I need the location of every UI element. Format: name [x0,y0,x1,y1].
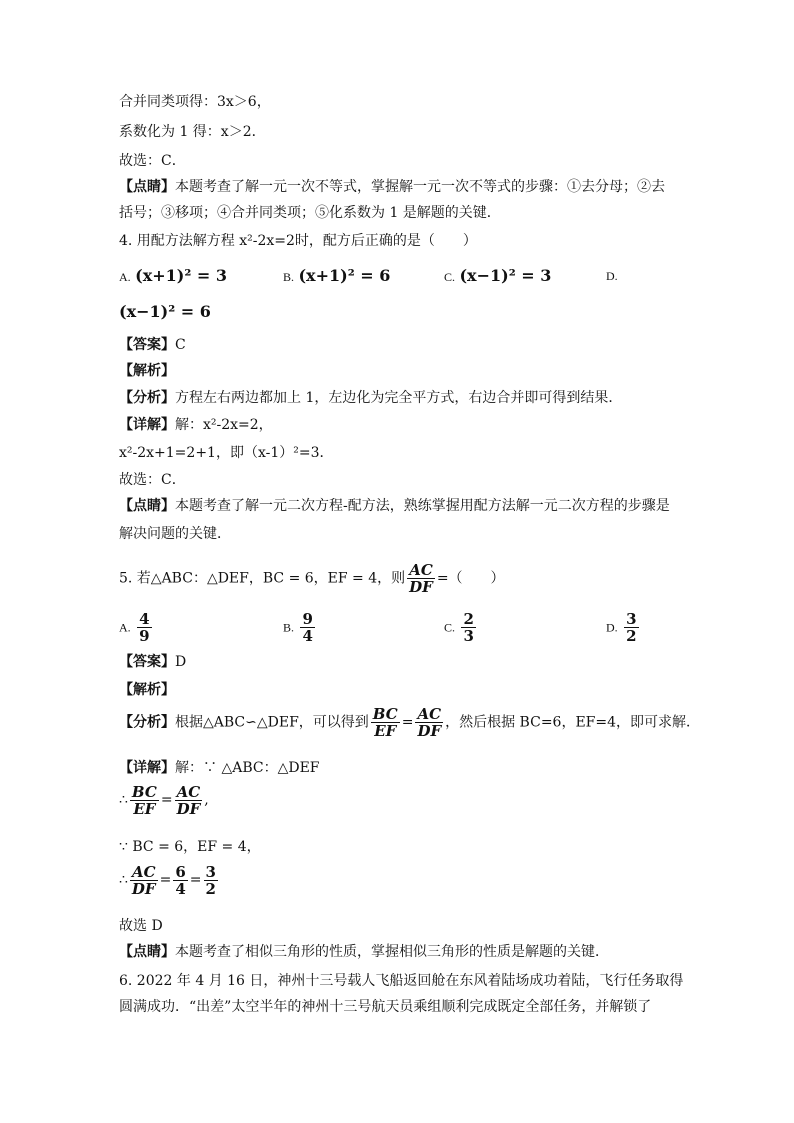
therefore-symbol: ∴ [119,872,128,888]
option-key: D. [606,269,618,283]
q4-option-b [283,266,390,287]
q5-stem-end: =（ ） [436,570,505,587]
fenxi-tag: 【分析】 [119,390,175,406]
option-text: (x+1)² = 6 [298,266,391,285]
fraction-denominator: EF [374,722,397,740]
q4-option-c [444,266,551,287]
fraction [461,611,475,644]
text-line: 合并同类项得：3x＞6， [119,94,271,110]
text-line: x²-2x+1=2+1，即（x-1）²=3． [119,445,334,461]
therefore-symbol: ∴ [119,792,128,808]
answer-tag: 【答案】 [119,337,175,353]
fraction-numerator: 6 [175,862,186,881]
fenxi-text: 根据△ABC∽△DEF，可以得到 [175,714,369,731]
text-line: 解决问题的关键． [119,526,231,542]
fraction [300,611,314,644]
fraction-denominator: DF [409,578,433,596]
fraction-denominator: DF [417,722,442,740]
text-line [119,652,186,672]
fraction [371,706,400,739]
option-key: A. [119,270,131,284]
q5-option-b [283,611,317,644]
fraction-numerator: AC [175,784,203,801]
dianjing-tag: 【点睛】 [119,498,175,514]
dianjing-text: 本题考查了相似三角形的性质，掌握相似三角形的性质是解题的关键． [175,944,609,960]
fenxi-tag: 【分析】 [119,714,175,731]
fraction-numerator: 2 [463,610,474,628]
q4-option-d-text [119,302,211,323]
fraction-numerator: 4 [139,610,150,628]
fraction [130,784,159,817]
text-line: 故选 D [119,918,163,934]
text-line: ∴ $\frac{BC}{EF}$ = $\frac{AC}{DF}$ , [119,782,209,818]
q5-option-a [119,611,154,644]
fraction-denominator: 3 [463,627,474,645]
fraction [407,562,435,595]
text-line: 圆满成功．“出差”太空半年的神州十三号航天员乘组顺利完成既定全部任务，并解锁了 [119,999,652,1015]
fraction-denominator: DF [176,799,201,818]
jiexi-heading: 【解析】 [119,363,175,379]
answer-value: D [175,654,187,670]
fraction-denominator: 9 [139,627,150,645]
fraction [624,611,638,644]
text-line: 【分析】根据△ABC∽△DEF，可以得到 $\frac{BC}{EF}$ = $\frac{AC}{DF}$ ，然后根据 BC=6，EF=4，即可求解． [119,705,701,740]
q5-option-d [606,611,641,644]
fraction-numerator: 3 [205,862,216,881]
fraction-numerator: BC [131,782,157,801]
xiangjie-tag: 【详解】 [119,417,175,433]
jiexi-heading: 【解析】 [119,682,175,698]
fraction-numerator: AC [415,706,443,723]
option-text: (x−1)² = 6 [119,302,211,321]
fenxi-text: 方程左右两边都加上 1，左边化为完全平方式，右边合并即可得到结果． [175,390,623,406]
q4-option-a [119,266,227,287]
fraction-numerator: AC [130,864,158,881]
xiangjie-text: 解：∵ △ABC：△DEF [175,760,320,776]
fraction-numerator: 3 [626,610,637,628]
option-text: (x−1)² = 3 [459,266,552,285]
fraction [130,864,158,897]
fenxi-text: ，然后根据 BC=6，EF=4，即可求解． [445,714,701,731]
option-key: C. [444,270,456,284]
dianjing-text: 本题考查了解一元二次方程-配方法，熟练掌握用配方法解一元二次方程的步骤是 [175,498,670,514]
question-5 [119,562,505,595]
text-line [119,335,186,355]
xiangjie-text: 解：x²-2x=2， [175,417,273,433]
text-line [119,415,273,435]
answer-tag: 【答案】 [119,654,175,670]
fraction [175,784,203,817]
fraction-denominator: 4 [302,627,313,645]
fraction-denominator: DF [131,879,156,898]
fraction-denominator: EF [133,799,156,818]
text-line: ∵ BC = 6，EF = 4， [119,839,261,855]
text-line: 故选：C． [119,472,186,488]
text-line [119,496,670,516]
dianjing-tag: 【点睛】 [119,944,175,960]
fraction-numerator: 9 [302,610,313,628]
question-4: 4. 用配方法解方程 x²-2x=2时，配方后正确的是（ ） [119,233,477,249]
option-key: A. [119,620,131,635]
fraction [137,611,151,644]
q5-stem: 5. 若△ABC：△DEF，BC = 6，EF = 4，则 [119,570,406,587]
text-line: ∴ $\frac{AC}{DF}$ = $\frac{6}{4}$ = $\frac{3}{2}$ [119,862,216,898]
answer-value: C [175,337,186,353]
fraction-denominator: 2 [205,879,216,898]
dianjing-text: 本题考查了解一元一次不等式，掌握解一元一次不等式的步骤：①去分母；②去 [175,179,665,195]
text-line [119,942,609,962]
dianjing-tag: 【点睛】 [119,179,175,195]
question-6: 6. 2022 年 4 月 16 日，神州十三号载人飞船返回舱在东风着陆场成功着陆，飞行任务取得 [119,973,684,989]
option-key: C. [444,620,456,635]
text-line [119,388,622,408]
fraction-numerator: AC [407,562,435,579]
option-key: B. [283,620,295,635]
text-line [119,177,665,197]
text-line: 故选：C． [119,153,186,169]
xiangjie-tag: 【详解】 [119,760,175,776]
fraction-denominator: 4 [175,879,186,898]
option-text: (x+1)² = 3 [135,266,228,285]
q5-option-c [444,611,478,644]
text-line: 括号；③移项；④合并同类项；⑤化系数为 1 是解题的关键． [119,205,501,221]
fraction-denominator: 2 [626,627,637,645]
option-key: D. [606,620,618,635]
fraction-numerator: BC [372,705,398,723]
q4-option-d [606,266,618,286]
fraction [415,706,443,739]
fraction [173,864,187,897]
text-line: 系数化为 1 得：x＞2． [119,124,266,140]
fraction [204,864,218,897]
text-line [119,758,320,778]
option-key: B. [283,270,295,284]
